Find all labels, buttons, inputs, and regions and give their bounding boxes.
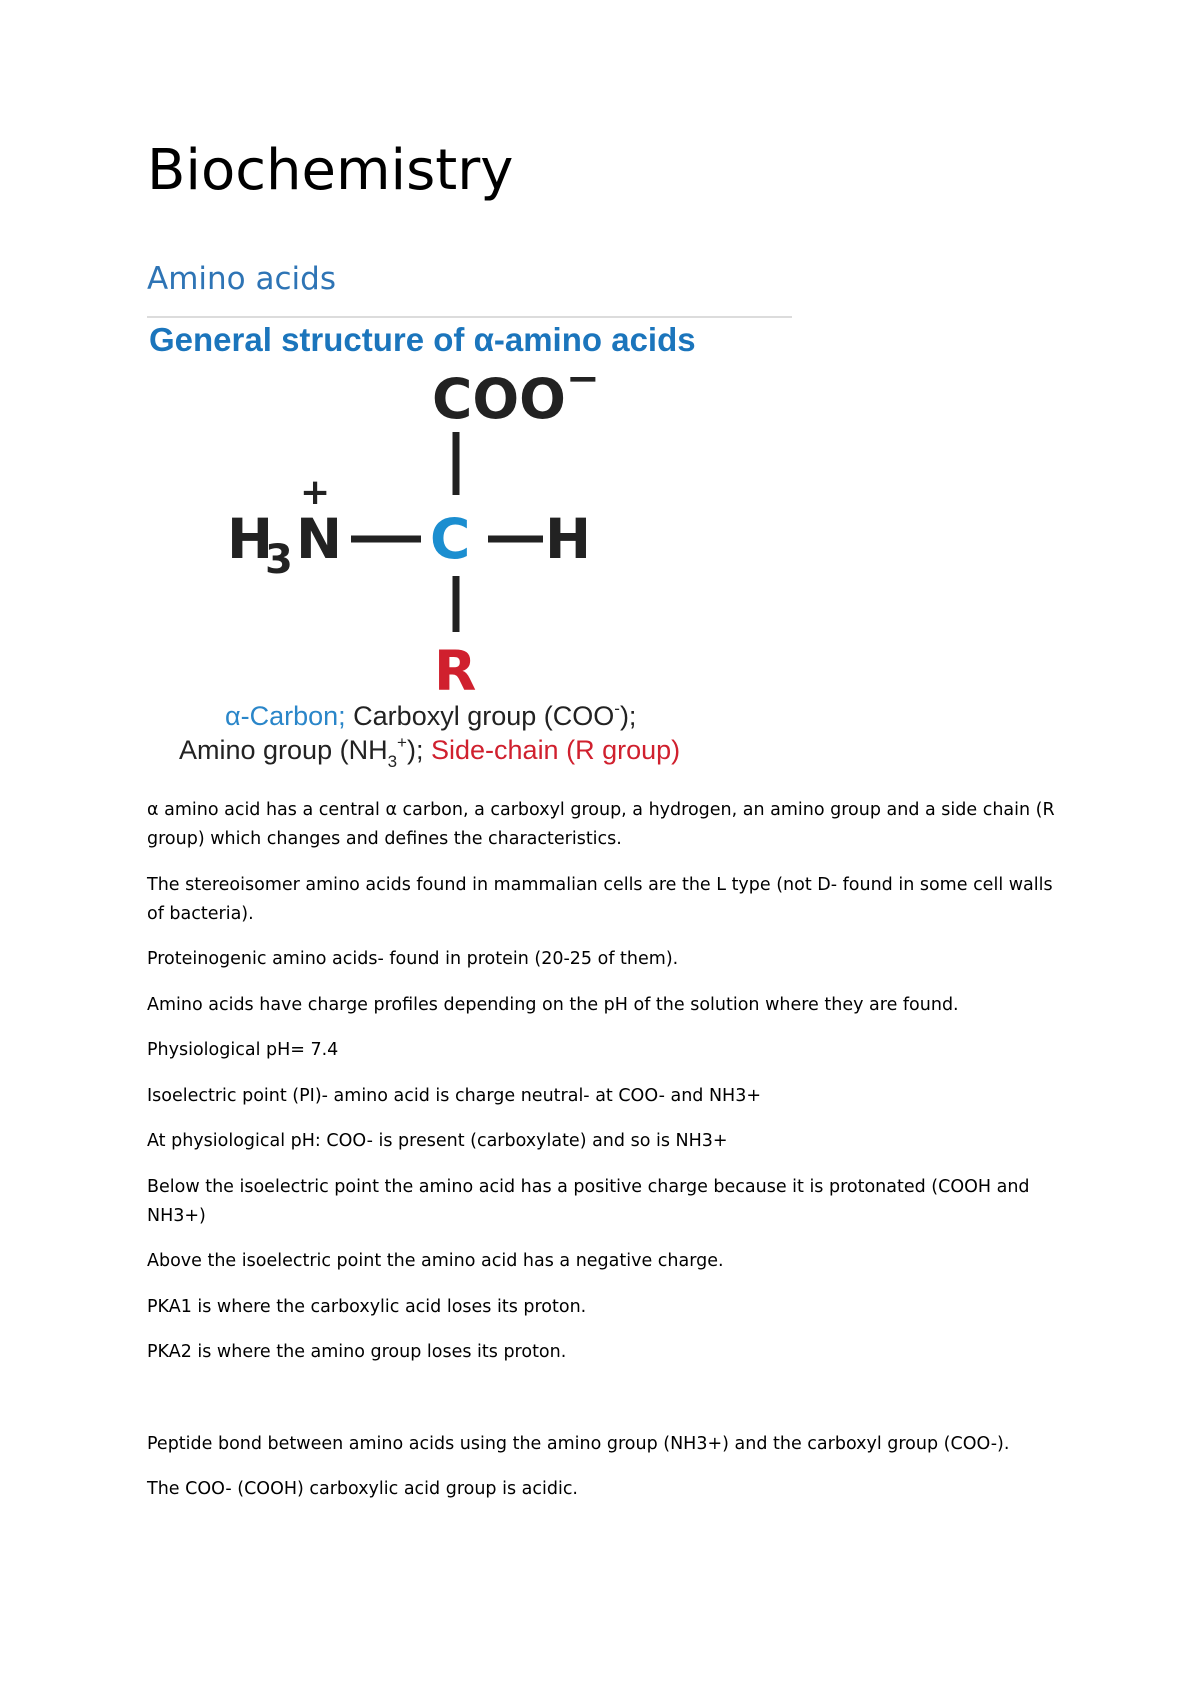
caption-amino-sup: + [397, 733, 407, 752]
caption-alpha-carbon: α-Carbon; [225, 701, 346, 731]
amine-charge: + [300, 472, 331, 513]
amine-h-label: H [227, 507, 274, 571]
paragraph: Physiological pH= 7.4 [147, 1040, 339, 1060]
paragraph: Proteinogenic amino acids- found in protein (20-25 of them). [147, 949, 679, 969]
paragraph: PKA1 is where the carboxylic acid loses its proton. [147, 1296, 587, 1317]
carboxyl-label: COO [432, 367, 566, 431]
paragraph: Isoelectric point (PI)- amino acid is charge neutral- at COO- and NH3+ [147, 1085, 762, 1106]
caption-carboxyl-sup: - [614, 699, 620, 718]
figure-heading: General structure of α-amino acids [149, 321, 696, 358]
amino-acid-structure-figure [147, 314, 792, 776]
caption-line1-end: ); [619, 701, 637, 731]
caption-amino: Amino group (NH [179, 735, 388, 765]
amine-subscript: 3 [265, 537, 293, 583]
document-title: Biochemistry [147, 138, 514, 203]
side-chain-label: R [434, 639, 477, 703]
paragraph: Below the isoelectric point the amino acid has a positive charge because it is protonated (COOH and NH3+) [147, 1176, 1030, 1226]
paragraph: At physiological pH: COO- is present (carboxylate) and so is NH3+ [147, 1131, 728, 1151]
paragraph: PKA2 is where the amino group loses its proton. [147, 1342, 567, 1362]
caption-line2-end: ); [406, 735, 424, 765]
section-heading: Amino acids [147, 261, 336, 297]
paragraph: The COO- (COOH) carboxylic acid group is acidic. [147, 1479, 578, 1499]
caption-amino-sub: 3 [387, 752, 398, 771]
paragraph: α amino acid has a central α carbon, a carboxyl group, a hydrogen, an amino group and a side chain (R group) which changes and defines the characteristics. [147, 800, 1055, 849]
carboxyl-charge: − [566, 356, 600, 402]
caption-carboxyl: Carboxyl group (COO [353, 701, 615, 731]
caption-line-1 [225, 699, 636, 731]
alpha-carbon-label: C [430, 507, 471, 571]
paragraph: The stereoisomer amino acids found in mammalian cells are the L type (not D- found in some cell walls of bacteria). [147, 874, 1053, 924]
paragraph: Amino acids have charge profiles depending on the pH of the solution where they are found. [147, 994, 959, 1015]
body-text [147, 796, 1067, 1521]
paragraph: Peptide bond between amino acids using the amino group (NH3+) and the carboxyl group (COO-). [147, 1433, 1010, 1454]
caption-line-2 [179, 733, 680, 771]
amine-n-label: N [296, 507, 343, 571]
caption-side-chain: Side-chain (R group) [431, 735, 681, 765]
structure-diagram [147, 314, 792, 776]
blank-line [147, 1384, 1067, 1430]
hydrogen-label: H [545, 507, 592, 571]
paragraph: Above the isoelectric point the amino acid has a negative charge. [147, 1251, 724, 1271]
